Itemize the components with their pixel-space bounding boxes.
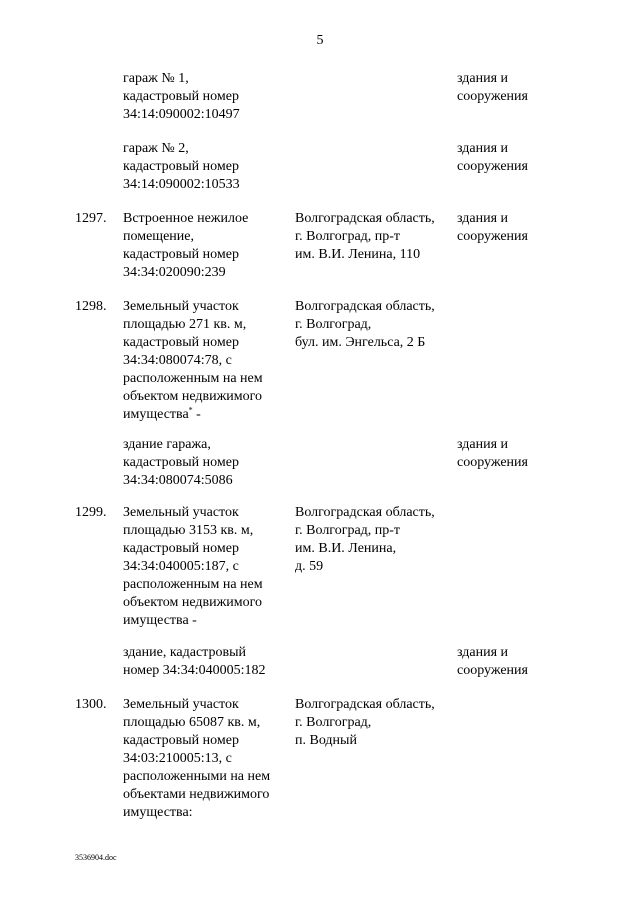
entry-description — [123, 436, 295, 490]
entry-description-line: кадастровый номер — [123, 541, 239, 556]
entry-description-line: гараж № 1, — [123, 71, 189, 86]
entry-category — [457, 436, 557, 472]
entry-description-line: 34:34:020090:239 — [123, 265, 226, 280]
entry-category-line: здания и — [457, 645, 509, 660]
entry-address — [295, 504, 457, 576]
entry-description-line: кадастровый номер — [123, 247, 239, 262]
entry-address — [295, 210, 457, 264]
entry-description-line: 34:34:080074:78, с — [123, 353, 232, 368]
registry-entry — [0, 644, 557, 680]
registry-entry — [0, 210, 557, 282]
registry-entry — [0, 140, 557, 194]
entry-description-line: расположенным на нем — [123, 577, 263, 592]
entry-description-line: номер 34:34:040005:182 — [123, 663, 266, 678]
registry-entry — [0, 504, 557, 630]
entry-description-line: 34:34:040005:187, с — [123, 559, 239, 574]
entry-address-line: Волгоградская область, — [295, 211, 435, 226]
entry-address-line: г. Волгоград, пр-т — [295, 523, 401, 538]
entry-description — [123, 504, 295, 630]
entry-description-line: кадастровый номер — [123, 455, 239, 470]
footnote-marker: * — [188, 405, 193, 415]
entry-description — [123, 210, 295, 282]
entry-number: 1299. — [75, 505, 107, 520]
entry-category — [457, 210, 557, 246]
entry-description — [123, 70, 295, 124]
entry-category — [457, 644, 557, 680]
entry-description-line: 34:14:090002:10533 — [123, 177, 240, 192]
entry-category-line: здания и — [457, 141, 509, 156]
entry-category — [457, 140, 557, 176]
document-filename: 3536904.doc — [75, 853, 117, 862]
entry-description-line: 34:03:210005:13, с — [123, 751, 232, 766]
entry-description — [123, 644, 295, 680]
page-number: 5 — [316, 33, 324, 48]
entry-address — [295, 696, 457, 750]
entry-address-line: им. В.И. Ленина, — [295, 541, 397, 556]
entry-description-line: объектом недвижимого — [123, 389, 263, 404]
entry-number: 1300. — [75, 697, 107, 712]
entry-description-line: объектом недвижимого — [123, 595, 263, 610]
entry-description-line: расположенными на нем — [123, 769, 271, 784]
registry-entry — [0, 70, 557, 124]
entry-description-line: площадью 271 кв. м, — [123, 317, 247, 332]
entry-number: 1297. — [75, 211, 107, 226]
entry-address-line: Волгоградская область, — [295, 697, 435, 712]
entry-address-line: г. Волгоград, — [295, 715, 372, 730]
entry-address-line: им. В.И. Ленина, 110 — [295, 247, 421, 262]
entry-description-line: имущества* - — [123, 405, 201, 422]
entry-description-line: кадастровый номер — [123, 733, 239, 748]
entry-category-line: здания и — [457, 71, 509, 86]
entry-description-line: Земельный участок — [123, 505, 239, 520]
entry-description-line: 34:14:090002:10497 — [123, 107, 240, 122]
entry-address — [295, 298, 457, 352]
entry-category — [457, 70, 557, 106]
entry-address-line: д. 59 — [295, 559, 324, 574]
entry-description-line: Земельный участок — [123, 299, 239, 314]
entry-description-line: Встроенное нежилое — [123, 211, 249, 226]
entry-category-line: сооружения — [457, 663, 528, 678]
entry-description-line: имущества - — [123, 613, 197, 628]
entry-number: 1298. — [75, 299, 107, 314]
entry-description — [123, 298, 295, 424]
entry-description-line: кадастровый номер — [123, 335, 239, 350]
entry-description-line: расположенным на нем — [123, 371, 263, 386]
entry-category-line: здания и — [457, 437, 509, 452]
entry-description-line: площадью 65087 кв. м, — [123, 715, 261, 730]
entry-address-line: Волгоградская область, — [295, 299, 435, 314]
entry-address-line: г. Волгоград, — [295, 317, 372, 332]
entry-address-line: Волгоградская область, — [295, 505, 435, 520]
entry-description — [123, 696, 295, 822]
entry-description-line: кадастровый номер — [123, 89, 239, 104]
entry-description — [123, 140, 295, 194]
entry-description-line: гараж № 2, — [123, 141, 189, 156]
entry-description-line: кадастровый номер — [123, 159, 239, 174]
entry-category-line: сооружения — [457, 89, 528, 104]
entry-description-line: площадью 3153 кв. м, — [123, 523, 254, 538]
entry-description-line: здание, кадастровый — [123, 645, 246, 660]
registry-entry — [0, 696, 557, 822]
registry-entry — [0, 298, 557, 424]
entry-address-line: п. Водный — [295, 733, 357, 748]
entry-category-line: здания и — [457, 211, 509, 226]
entry-category-line: сооружения — [457, 455, 528, 470]
entry-address-line: г. Волгоград, пр-т — [295, 229, 401, 244]
entry-description-line: помещение, — [123, 229, 194, 244]
registry-entry — [0, 436, 557, 490]
entry-description-line: Земельный участок — [123, 697, 239, 712]
entry-description-line: здание гаража, — [123, 437, 211, 452]
entry-category-line: сооружения — [457, 159, 528, 174]
entry-category-line: сооружения — [457, 229, 528, 244]
entry-description-line: имущества: — [123, 805, 193, 820]
entry-description-line: 34:34:080074:5086 — [123, 473, 233, 488]
entry-address-line: бул. им. Энгельса, 2 Б — [295, 335, 426, 350]
entry-description-line: объектами недвижимого — [123, 787, 270, 802]
